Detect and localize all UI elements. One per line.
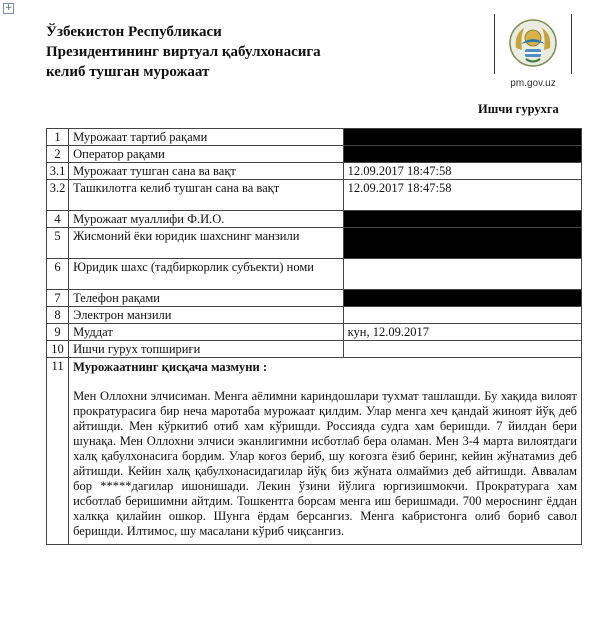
- row-number: 3.2: [47, 180, 69, 211]
- row-number: 3.1: [47, 163, 69, 180]
- row-number: 2: [47, 146, 69, 163]
- row-label: Электрон манзили: [69, 307, 344, 324]
- row-value: [343, 307, 581, 324]
- summary-cell: [69, 358, 582, 545]
- row-label: Ишчи гурух топшириғи: [69, 341, 344, 358]
- row-label: Оператор рақами: [69, 146, 344, 163]
- row-number: 7: [47, 290, 69, 307]
- redacted-value: [343, 146, 581, 163]
- row-number: 9: [47, 324, 69, 341]
- table-row: [47, 228, 582, 259]
- emblem-block: [494, 14, 572, 98]
- row-label: Ташкилотга келиб тушган сана ва вақт: [69, 180, 344, 211]
- row-value: кун, 12.09.2017: [343, 324, 581, 341]
- row-number: 11: [47, 358, 69, 545]
- table-row: [47, 180, 582, 211]
- row-value: [343, 341, 581, 358]
- row-number: 6: [47, 259, 69, 290]
- table-row: [47, 290, 582, 307]
- table-row: [47, 307, 582, 324]
- table-row: [47, 163, 582, 180]
- document-title: [46, 22, 321, 82]
- summary-text: Мен Оллохни элчисиман. Менга аёлимни кариндошлари тухмат ташлашди. Бу хақида вилоят прократурасига бир неча маротаба мурожаат қилдим. Улар менга хеч қандай жиноят йўқ деб айтишди. Мен кўркитиб отиб хам кўришди. Россияда судга хам беришди. 7 йилдан бери шунақа. Мен Оллохни элчиси эканлигимни исботлаб бера оламан. Мен 3-4 марта вилоятдаги халқ қабулхонасига бордим. Улар коғоз бериб, шу коғозга ёзиб беринг, кейин жўнатамиз деб айтишди. Кейин халқ қабулхонасидагилар йўқ биз жўната олмаймиз деб айтишди. Аввалам бор *****дагилар ишонишади. Лекин ўзини йўлига юргизишмокчи. Прократурага хам исботлаб беришимни айтдим. Тошкентга борсам менга иш беришмади. 700 мероснинг ёддан халкқа қилайин ошкор. Шунга ёрдам берсангиз. Менга кабристонга олиб бориб савол беришди. Илтимос, шу масалани кўриб чиқсангиз.: [73, 389, 577, 538]
- row-number: 8: [47, 307, 69, 324]
- row-label: Мурожаат муаллифи Ф.И.О.: [69, 211, 344, 228]
- title-line-1: Ўзбекистон Республикаси: [46, 24, 222, 40]
- table-row: [47, 259, 582, 290]
- table-row: [47, 211, 582, 228]
- row-number: 10: [47, 341, 69, 358]
- redacted-value: [343, 129, 581, 146]
- table-anchor-icon[interactable]: +: [4, 3, 13, 13]
- redacted-value: [343, 290, 581, 307]
- row-label: Муддат: [69, 324, 344, 341]
- table-row: [47, 146, 582, 163]
- row-number: 4: [47, 211, 69, 228]
- table-row: [47, 324, 582, 341]
- row-value: 12.09.2017 18:47:58: [343, 180, 581, 211]
- appeal-table: [46, 128, 582, 545]
- row-value: [343, 259, 581, 290]
- row-label: Жисмоний ёки юридик шахснинг манзили: [69, 228, 344, 259]
- state-emblem-icon: [508, 18, 558, 68]
- row-number: 5: [47, 228, 69, 259]
- summary-row: [47, 358, 582, 545]
- row-label: Юридик шахс (тадбиркорлик субъекти) номи: [69, 259, 344, 290]
- site-url: pm.gov.uz: [510, 78, 556, 89]
- table-row: [47, 341, 582, 358]
- row-label: Телефон рақами: [69, 290, 344, 307]
- summary-title: Мурожаатнинг қисқача мазмуни :: [73, 360, 267, 374]
- title-line-3: келиб тушган мурожаат: [46, 64, 210, 80]
- row-label: Мурожаат тушган сана ва вақт: [69, 163, 344, 180]
- title-line-2: Президентининг виртуал қабулхонасига: [46, 44, 321, 60]
- addressee-label: Ишчи гурухга: [478, 102, 559, 116]
- table-row: [47, 129, 582, 146]
- row-value: 12.09.2017 18:47:58: [343, 163, 581, 180]
- redacted-value: [343, 228, 581, 259]
- redacted-value: [343, 211, 581, 228]
- row-label: Мурожаат тартиб рақами: [69, 129, 344, 146]
- row-number: 1: [47, 129, 69, 146]
